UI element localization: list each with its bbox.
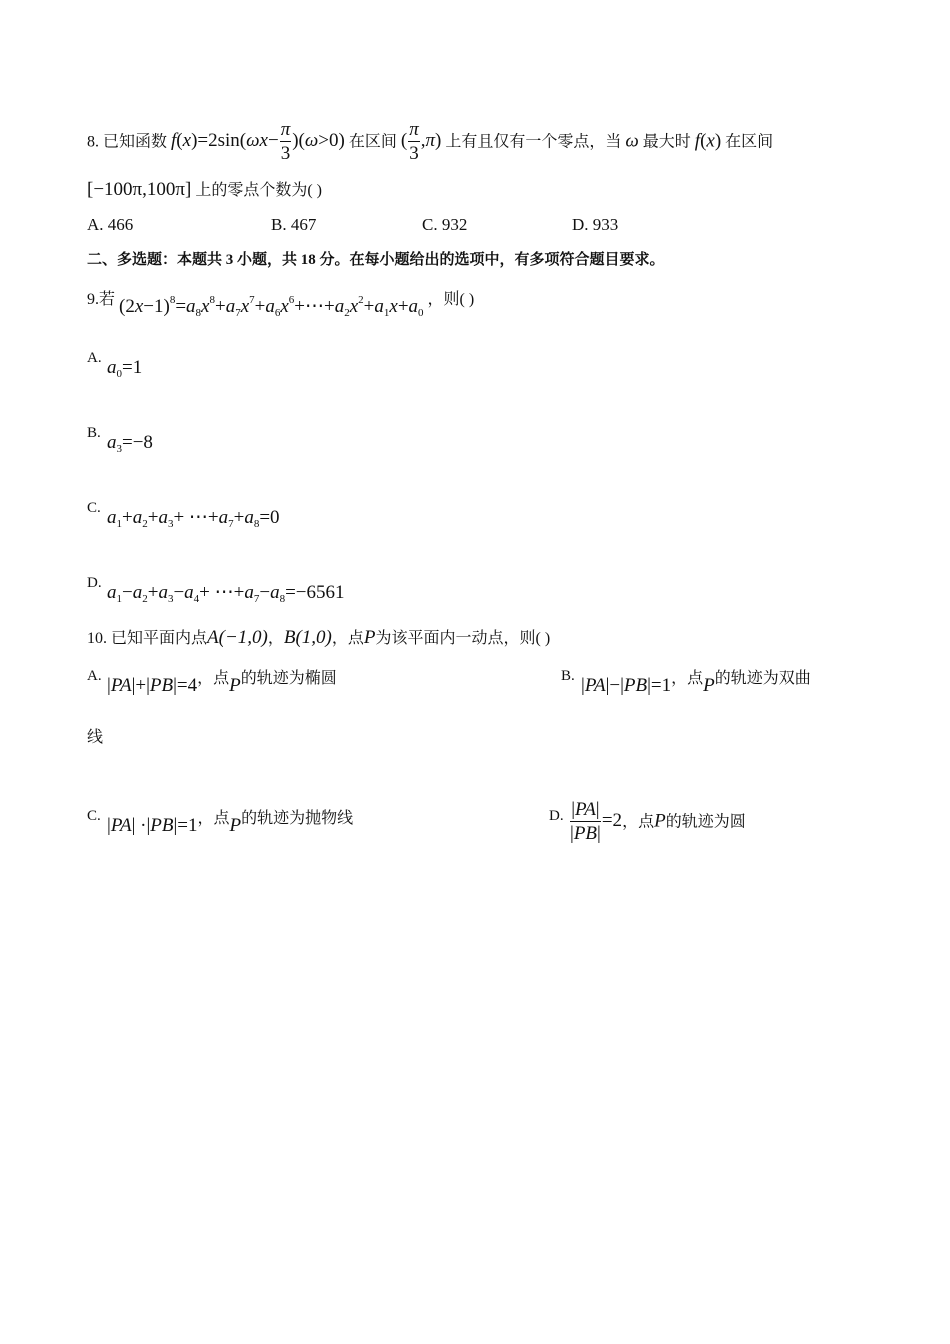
separator: ， <box>267 630 284 647</box>
option-label: B. <box>271 215 287 234</box>
function-symbol: f(x) <box>694 130 722 152</box>
option-b[interactable] <box>271 216 316 233</box>
point-p: P <box>703 675 715 696</box>
question-text: ，点 <box>331 630 364 647</box>
point-p: P <box>229 815 242 836</box>
option-a-label: A. <box>87 668 102 684</box>
option-b-label: B. <box>87 425 101 441</box>
option-value: 932 <box>441 215 468 234</box>
option-a[interactable]: $a_0=1$ <box>107 357 143 380</box>
point-p: P <box>363 627 376 648</box>
option-expression: |PA| ·|PB|=1 <box>107 815 198 836</box>
question-number: 10. <box>87 630 107 647</box>
question-text: 在区间 <box>725 133 774 151</box>
option-b[interactable] <box>581 668 811 696</box>
option-value: 933 <box>592 215 619 234</box>
question-text: 上有且仅有一个零点，当 <box>445 133 622 151</box>
option-d[interactable]: $a_1-a_2+a_3-a_4+$ $\cdots+a_7-a_8=-6561$ <box>107 582 345 605</box>
option-d-label: D. <box>549 808 564 824</box>
option-c[interactable] <box>422 216 467 233</box>
binomial-expansion: $(2x-1)^8=a_8x^8+a_7x^7+a_6x^6+\cdots+a_2x^2+a_1x+a_0$ <box>119 294 424 319</box>
option-text: 的轨迹为抛物线 <box>241 810 354 827</box>
option-c[interactable] <box>107 808 354 836</box>
question-8-line1 <box>87 120 773 164</box>
option-d[interactable] <box>572 216 618 233</box>
question-number: 9. <box>87 291 99 308</box>
option-c-label: C. <box>87 808 101 824</box>
option-a[interactable] <box>87 216 133 233</box>
option-text: 的轨迹为椭圆 <box>240 670 337 687</box>
option-expression: $\frac{|PA|}{|PB|}$ =2 <box>570 799 623 844</box>
option-a-label: A. <box>87 350 102 366</box>
option-d-label: D. <box>87 575 102 591</box>
option-label: A. <box>87 215 104 234</box>
option-b-label: B. <box>561 668 575 684</box>
option-label: C. <box>422 215 438 234</box>
question-10 <box>87 628 550 647</box>
question-text: 若 <box>99 291 116 308</box>
option-b[interactable]: $a_3=-8$ <box>107 432 153 455</box>
option-text: 的轨迹为圆 <box>665 813 746 831</box>
option-value: 467 <box>290 215 317 234</box>
question-text: 已知平面内点 <box>111 630 208 647</box>
point-a: A(−1,0) <box>207 627 268 648</box>
option-expression: |PA|−|PB|=1 <box>581 675 672 696</box>
option-text: ，点 <box>197 810 230 827</box>
option-expression: |PA|+|PB|=4 <box>107 675 198 696</box>
point-p: P <box>654 810 666 832</box>
point-p: P <box>229 675 241 696</box>
option-text: ，点 <box>671 670 704 687</box>
question-text: 上的零点个数为( ) <box>195 182 322 199</box>
option-text: 的轨迹为双曲 <box>714 670 811 687</box>
option-value: 466 <box>107 215 134 234</box>
question-text: ，则( ) <box>427 291 475 308</box>
question-9 <box>87 289 475 319</box>
option-c-label: C. <box>87 500 101 516</box>
function-definition: f(x)=2sin(ωx− $\frac{\pi}{3}$ )(ω>0) <box>171 119 345 164</box>
option-b-wrap: 线 <box>87 729 104 746</box>
option-a[interactable] <box>107 668 337 696</box>
range-expression: [−100π,100π] <box>87 179 192 200</box>
question-text: 为该平面内一动点，则( ) <box>375 630 551 647</box>
point-b: B(1,0) <box>283 627 332 648</box>
interval-expression: ( $\frac{\pi}{3}$ ,π) <box>400 119 442 164</box>
section-heading: 二、多选题：本题共 3 小题，共 18 分。在每小题给出的选项中，有多项符合题目要求。 <box>87 252 665 268</box>
option-text: ，点 <box>197 670 230 687</box>
question-8-line2 <box>87 180 322 199</box>
option-c[interactable]: $a_1+a_2+a_3+$ $\cdots+a_7+a_8=0$ <box>107 507 280 530</box>
question-text: 最大时 <box>642 133 691 151</box>
question-text: 在区间 <box>348 133 397 151</box>
omega-symbol: ω <box>625 130 639 152</box>
option-label: D. <box>572 215 589 234</box>
question-text: 已知函数 <box>103 133 168 151</box>
question-number: 8. <box>87 133 99 151</box>
option-d[interactable] <box>569 800 746 844</box>
option-text: ，点 <box>622 813 655 831</box>
